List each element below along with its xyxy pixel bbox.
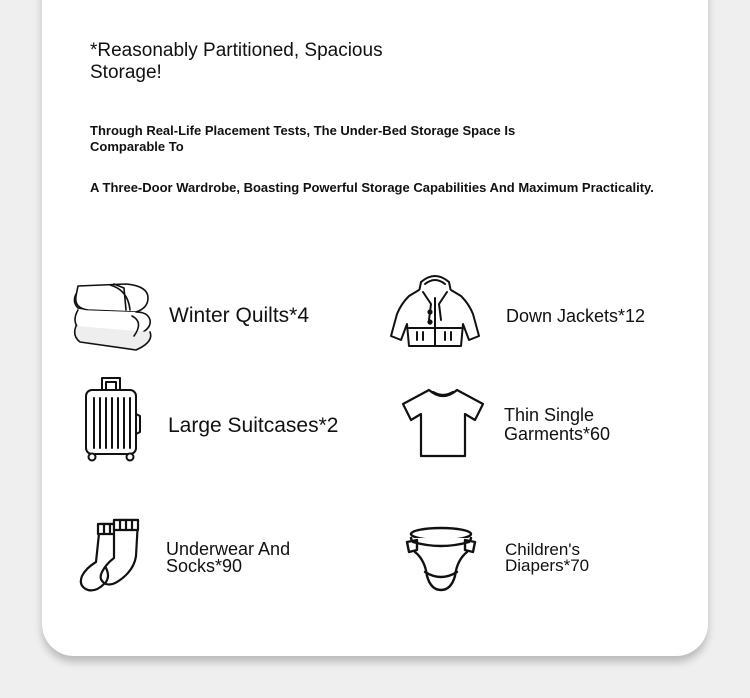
item-label-childrens-diapers: Children's Diapers*70 xyxy=(505,540,590,575)
description-line-2: A Three-Door Wardrobe, Boasting Powerful Storage Capabilities And Maximum Practicality. xyxy=(90,180,654,195)
suitcase-icon xyxy=(82,376,142,462)
diaper-icon xyxy=(405,524,477,594)
socks-icon xyxy=(78,518,140,594)
folded-quilt-icon xyxy=(70,280,154,352)
down-jacket-icon xyxy=(389,270,481,350)
item-label-down-jackets: Down Jackets*12 xyxy=(506,306,646,326)
item-label-underwear-socks: Underwear And Socks*90 xyxy=(166,539,291,576)
section-heading: *Reasonably Partitioned, Spacious Storage! xyxy=(90,40,383,83)
item-label-winter-quilts: Winter Quilts*4 xyxy=(169,304,310,327)
t-shirt-icon xyxy=(401,386,485,460)
description-line-1: Through Real-Life Placement Tests, The Under-Bed Storage Space Is Comparable To xyxy=(90,123,516,154)
item-label-thin-garments: Thin Single Garments*60 xyxy=(504,405,611,444)
item-label-large-suitcases: Large Suitcases*2 xyxy=(168,414,339,437)
